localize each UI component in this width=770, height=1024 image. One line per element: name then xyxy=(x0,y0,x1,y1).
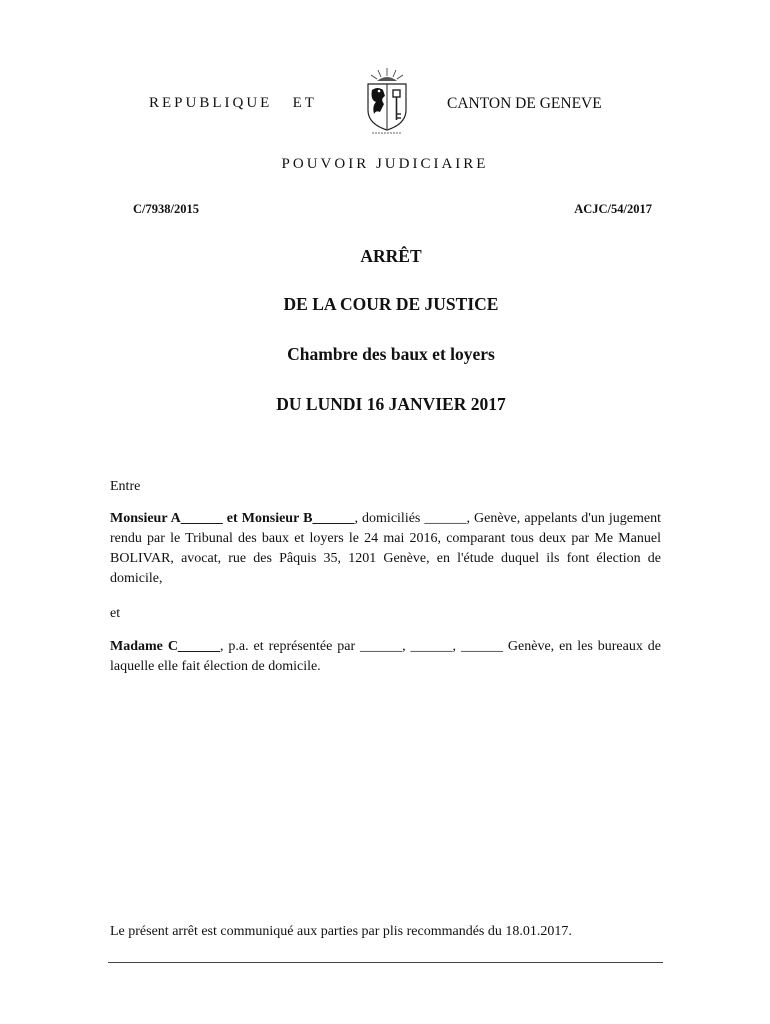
party1-name: Monsieur A______ et Monsieur B______ xyxy=(110,511,355,526)
header-republique: REPUBLIQUE ET xyxy=(149,95,317,111)
communication-notice: Le présent arrêt est communiqué aux parties par plis recommandés du 18.01.2017. xyxy=(110,924,572,939)
party1-paragraph xyxy=(110,509,661,589)
title-date: DU LUNDI 16 JANVIER 2017 xyxy=(276,394,506,414)
party2-text: , p.a. et représentée par ______, ______, ______ Genève, en les bureaux de laquelle elle fait élection de domicile. xyxy=(110,639,661,674)
entre-label: Entre xyxy=(110,479,141,494)
party2-name: Madame C______ xyxy=(110,639,220,654)
title-court: DE LA COUR DE JUSTICE xyxy=(283,294,499,314)
title-arret: ARRÊT xyxy=(360,246,422,266)
decision-number: ACJC/54/2017 xyxy=(574,202,652,216)
header-canton: CANTON DE GENEVE xyxy=(447,95,602,112)
title-chamber: Chambre des baux et loyers xyxy=(287,344,495,364)
footer-divider xyxy=(108,962,663,963)
geneva-coat-of-arms-icon xyxy=(360,66,414,136)
party1-text: , domiciliés ______, Genève, appelants d'un jugement rendu par le Tribunal des baux et loyers le 24 mai 2016, comparant tous deux par Me Manuel BOLIVAR, avocat, rue des Pâquis 35, 1201 Genève, en l'étude duquel ils font élection de domicile, xyxy=(110,511,661,586)
et-label: et xyxy=(110,606,121,621)
case-number: C/7938/2015 xyxy=(133,202,199,216)
party2-paragraph xyxy=(110,637,661,677)
institution-name: POUVOIR JUDICIAIRE xyxy=(281,156,489,172)
